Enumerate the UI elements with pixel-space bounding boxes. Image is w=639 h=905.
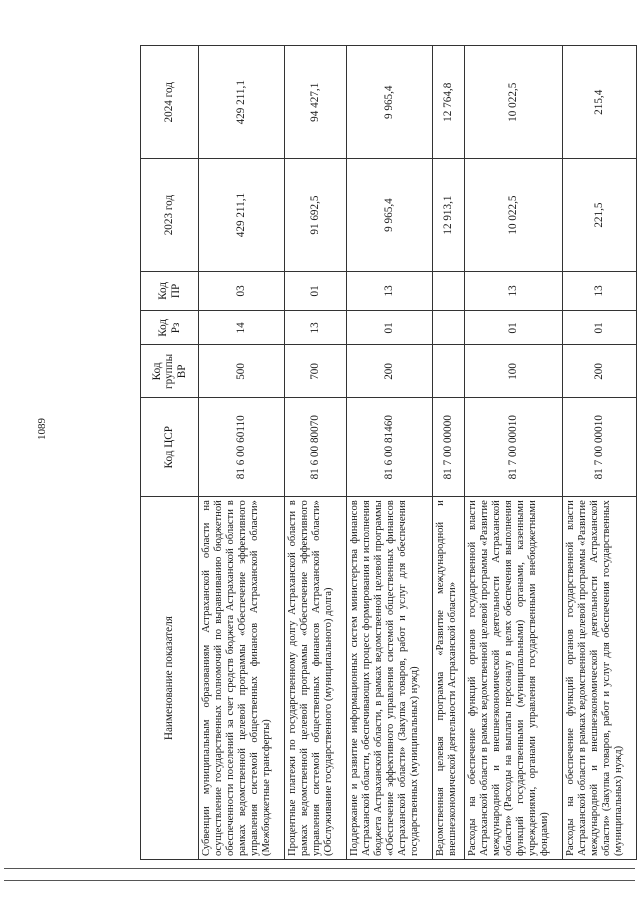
header-rz: Код Рз — [141, 311, 199, 345]
row-2023: 12 913,1 — [433, 159, 465, 271]
row-2024: 429 211,1 — [199, 46, 285, 160]
row-vr: 500 — [199, 345, 285, 398]
row-rz: 14 — [199, 311, 285, 345]
row-rz: 01 — [563, 311, 637, 345]
row-name: Ведомственная целевая программа «Развитие международной и внешнеэкономической деятельности Астраханской области» — [433, 497, 465, 860]
table-header-row — [141, 46, 199, 860]
table-row — [465, 46, 563, 860]
row-pr: 03 — [199, 271, 285, 311]
row-pr: 13 — [563, 271, 637, 311]
row-2024: 12 764,8 — [433, 46, 465, 160]
row-vr: 100 — [465, 345, 563, 398]
header-vr: Код группы ВР — [141, 345, 199, 398]
row-rz: 13 — [285, 311, 347, 345]
page-number: 1089 — [36, 418, 48, 440]
row-csr: 81 7 00 00010 — [563, 398, 637, 497]
table-row — [347, 46, 433, 860]
scan-edge-line — [4, 868, 635, 869]
row-pr: 13 — [347, 271, 433, 311]
row-pr — [433, 271, 465, 311]
row-name: Расходы на обеспечение функций органов государственной власти Астраханской области в рамках ведомственной целевой программы «Развитие международной и внешнеэкономической деятельности Астраханской области» (Расходы на выплаты персоналу в целях обеспечения выполнения функций государственными (муниципальными) органами, казенными учреждениями, органами управления государственными внебюджетными фондами) — [465, 497, 563, 860]
row-2024: 9 965,4 — [347, 46, 433, 160]
table-row — [563, 46, 637, 860]
row-vr: 200 — [347, 345, 433, 398]
scan-edge-line — [4, 880, 635, 881]
row-vr: 700 — [285, 345, 347, 398]
row-2023: 10 022,5 — [465, 159, 563, 271]
row-2024: 10 022,5 — [465, 46, 563, 160]
row-csr: 81 6 00 80070 — [285, 398, 347, 497]
row-name: Поддержание и развитие информационных систем министерства финансов Астраханской области, обеспечивающих процесс формирования и исполнения бюджета Астраханской области, в рамках ведомственной целевой программы «Обеспечение эффективного управления системой общественных финансов Астраханской области» (Закупка товаров, работ и услуг для обеспечения государственных (муниципальных) нужд) — [347, 497, 433, 860]
row-2023: 221,5 — [563, 159, 637, 271]
budget-table — [140, 45, 637, 860]
row-pr: 13 — [465, 271, 563, 311]
row-pr: 01 — [285, 271, 347, 311]
row-rz: 01 — [465, 311, 563, 345]
budget-table-container — [140, 45, 624, 860]
row-csr: 81 6 00 60110 — [199, 398, 285, 497]
row-vr: 200 — [563, 345, 637, 398]
row-2023: 429 211,1 — [199, 159, 285, 271]
table-row — [433, 46, 465, 860]
row-csr: 81 7 00 00000 — [433, 398, 465, 497]
header-csr: Код ЦСР — [141, 398, 199, 497]
row-2023: 9 965,4 — [347, 159, 433, 271]
table-row — [199, 46, 285, 860]
row-2024: 94 427,1 — [285, 46, 347, 160]
row-rz: 01 — [347, 311, 433, 345]
row-2024: 215,4 — [563, 46, 637, 160]
row-csr: 81 7 00 00010 — [465, 398, 563, 497]
table-row — [285, 46, 347, 860]
header-2023: 2023 год — [141, 159, 199, 271]
header-2024: 2024 год — [141, 46, 199, 160]
row-rz — [433, 311, 465, 345]
rotated-page-content — [140, 45, 624, 860]
header-name: Наименование показателя — [141, 497, 199, 860]
row-name: Процентные платежи по государственному долгу Астраханской области в рамках ведомственной целевой программы «Обеспечение эффективного управления системой общественных финансов Астраханской области» (Обслуживание государственного (муниципального) долга) — [285, 497, 347, 860]
row-vr — [433, 345, 465, 398]
header-pr: Код ПР — [141, 271, 199, 311]
row-2023: 91 692,5 — [285, 159, 347, 271]
row-csr: 81 6 00 81460 — [347, 398, 433, 497]
row-name: Расходы на обеспечение функций органов государственной власти Астраханской области в рамках ведомственной целевой программы «Развитие международной и внешнеэкономической деятельности Астраханской области» (Закупка товаров, работ и услуг для обеспечения государственных (муниципальных) нужд) — [563, 497, 637, 860]
row-name: Субвенции муниципальным образованиям Астраханской области на осуществление государственных полномочий по выравниванию бюджетной обеспеченности поселений за счет средств бюджета Астраханской области в рамках ведомственной целевой программы «Обеспечение эффективного управления системой общественных финансов Астраханской области» (Межбюджетные трансферты) — [199, 497, 285, 860]
